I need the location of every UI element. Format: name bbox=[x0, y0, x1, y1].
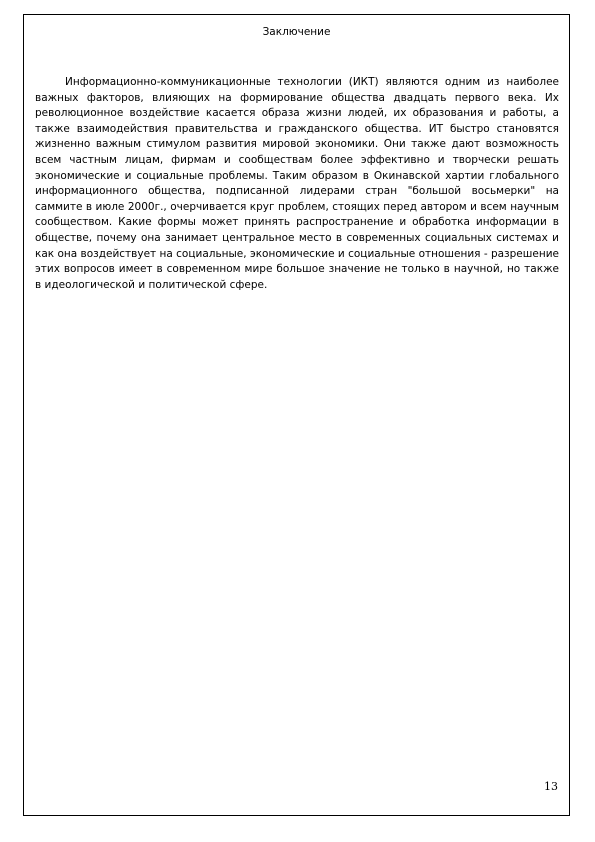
page-number: 13 bbox=[544, 780, 558, 793]
page-title: Заключение bbox=[262, 26, 331, 38]
page-frame bbox=[23, 14, 570, 816]
body-paragraph: Информационно-коммуникационные технологии (ИКТ) являются одним из наиболее важных факторов, влияющих на формирование общества двадцать первого века. Их революционное воздействие касается образа жизни людей, их образования и работы, а также взаимодействия правительства и гражданского общества. ИТ быстро становятся жизненно важным стимулом развития мировой экономики. Они также дают возможность всем частным лицам, фирмам и сообществам более эффективно и творчески решать экономические и социальные проблемы. Таким образом в Окинавской хартии глобального информационного общества, подписанной лидерами стран "большой восьмерки" на саммите в июле 2000г., очерчивается круг проблем, стоящих перед автором и всем научным сообществом. Какие формы может принять распространение и обработка информации в обществе, почему она занимает центральное место в современных социальных системах и как она воздействует на социальные, экономические и социальные отношения - разрешение этих вопросов имеет в современном мире большое значение не только в научной, но также в идеологической и политической сфере. bbox=[35, 76, 559, 291]
